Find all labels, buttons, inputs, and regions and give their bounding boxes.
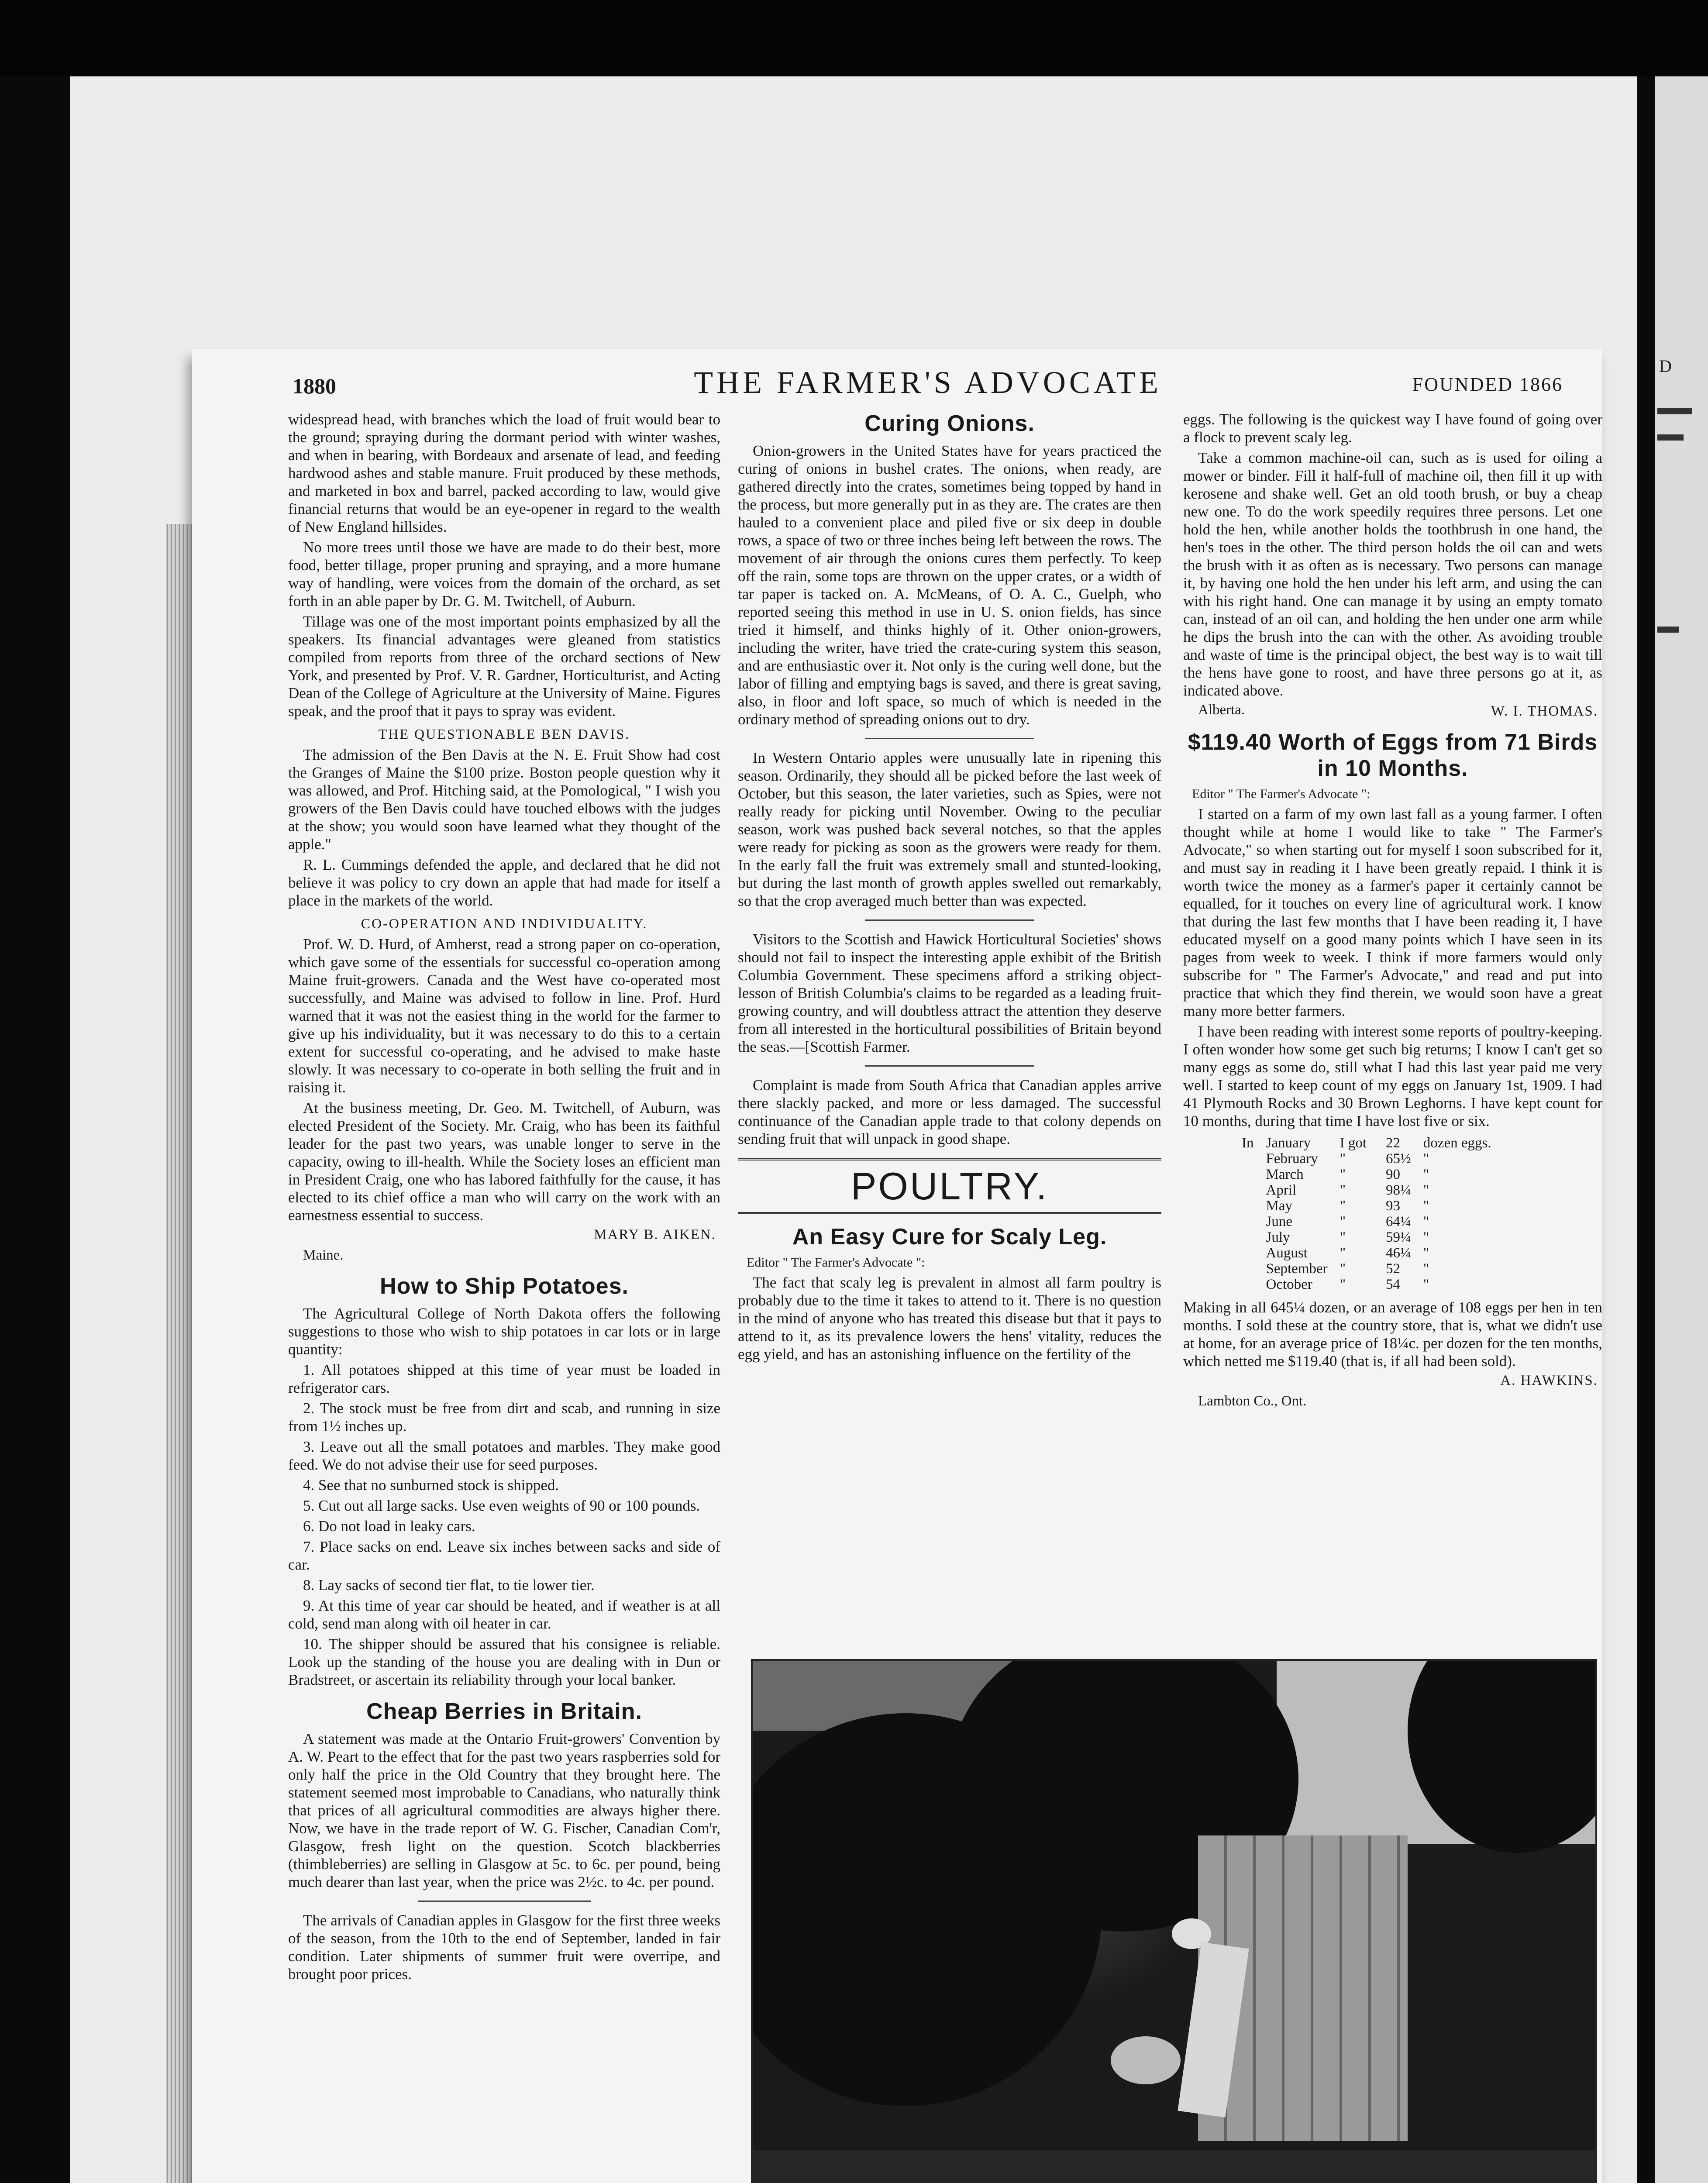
egg-prefix-cell — [1236, 1198, 1260, 1214]
paragraph: Making in all 645¼ dozen, or an average of 108 eggs per hen in ten months. I sold these at the country store, that is, what we didn't use at home, for an average price of 18¼c. per dozen for the ten months, which netted me $119.40 (that is, if all had been sold). — [1183, 1299, 1602, 1370]
adjacent-page-letter: D — [1659, 356, 1672, 376]
section-banner — [738, 1158, 1161, 1214]
egg-value-cell: 22 — [1386, 1135, 1401, 1151]
egg-unit-cell: " — [1423, 1167, 1429, 1182]
table-row — [1236, 1229, 1498, 1245]
list-item: 2. The stock must be free from dirt and scab, and running in size from 1½ inches up. — [288, 1400, 720, 1435]
table-row — [1236, 1198, 1498, 1214]
subheading: CO-OPERATION AND INDIVIDUALITY. — [361, 916, 648, 931]
photograph — [751, 1659, 1597, 2183]
table-row — [1236, 1214, 1498, 1229]
table-row — [1236, 1167, 1498, 1182]
paragraph: Tillage was one of the most important points emphasized by all the speakers. Its financial advantages were gleaned from statistics compiled from reports from three of the orchard sections of New York, and presented by Prof. V. R. Gardner, Horticulturist, and Acting Dean of the College of Agriculture at the University of Maine. Figures speak, and the proof that it pays to spray was evident. — [288, 613, 720, 720]
egg-mark-cell: " — [1340, 1277, 1346, 1292]
divider — [418, 1901, 591, 1902]
article-headline: How to Ship Potatoes. — [380, 1274, 629, 1299]
paragraph: The admission of the Ben Davis at the N. E. Fruit Show had cost the Granges of Maine the $100 prize. Boston people question why it was allowed, and Prof. Hitching said, at the Pomological, " I wish you growers of the Ben Davis could have touched elbows with the judges at the show; you would soon have learned what they thought of the apple." — [288, 746, 720, 853]
egg-prefix-cell — [1236, 1245, 1260, 1261]
list-item: 1. All potatoes shipped at this time of year must be loaded in refrigerator cars. — [288, 1361, 720, 1396]
signature: MARY B. AIKEN. — [594, 1227, 716, 1243]
paragraph: In Western Ontario apples were unusually late in ripening this season. Ordinarily, they should all be picked before the last week of October, but this season, the later varieties, such as Spies, were not really ready for picking until November. Owing to the peculiar season, work was pushed back several notches, so that the apples were ready for picking as soon as the growers were ready for them. In the early fall the fruit was extremely small and stunted-looking, but during the last month of growth apples swelled out remarkably, so that the crop averaged much better than was expected. — [738, 749, 1161, 909]
salutation: Editor " The Farmer's Advocate ": — [747, 1255, 925, 1270]
divider — [865, 1065, 1034, 1067]
egg-month-cell: August — [1266, 1245, 1308, 1261]
divider — [865, 738, 1034, 739]
egg-prefix-cell — [1236, 1261, 1260, 1277]
egg-unit-cell: " — [1423, 1229, 1429, 1245]
egg-mark-cell: " — [1340, 1229, 1346, 1245]
paragraph: I have been reading with interest some reports of poultry-keeping. I often wonder how some get such big returns; I know I can't get so many eggs as some do, still what I had this last year paid me very well. I started to keep count of my eggs on January 1st, 1909. I had 41 Plymouth Rocks and 30 Brown Leghorns. I have kept count for 10 months, during that time I have lost five or six. — [1183, 1023, 1602, 1129]
egg-month-cell: July — [1266, 1229, 1290, 1245]
egg-month-cell: April — [1266, 1182, 1297, 1198]
egg-value-cell: 64¼ — [1386, 1214, 1411, 1229]
article-headline: Curing Onions. — [864, 411, 1035, 436]
paragraph: Complaint is made from South Africa that Canadian apples arrive there slackly packed, and more or less damaged. The successful continuance of the Canadian apple trade to that colony depends on sending fruit that will unpack in good shape. — [738, 1077, 1161, 1147]
adjacent-text-mark — [1657, 627, 1679, 633]
egg-prefix-cell — [1236, 1167, 1260, 1182]
egg-value-cell: 65½ — [1386, 1151, 1411, 1167]
egg-unit-cell: " — [1423, 1277, 1429, 1292]
egg-prefix-cell: In — [1242, 1135, 1254, 1151]
table-row — [1236, 1277, 1498, 1292]
adjacent-page-strip — [1655, 76, 1708, 2183]
egg-prefix-cell — [1236, 1229, 1260, 1245]
dateline-place: Alberta. — [1198, 702, 1245, 718]
paragraph: Prof. W. D. Hurd, of Amherst, read a strong paper on co-operation, which gave some of the essentials for successful co-operation among Maine fruit-growers. Canada and the West have co-operated most successfully, and Maine was advised to follow in line. Prof. Hurd warned that it was not the easiest thing in the world for the farmer to give up his individuality, but it was necessary to do this to a certain extent for successful co-operating, and he advised to make haste slowly. It was necessary to co-operate in both selling the fruit and in raising it. — [288, 936, 720, 1096]
salutation: Editor " The Farmer's Advocate ": — [1192, 787, 1371, 801]
signature: A. HAWKINS. — [1500, 1373, 1598, 1388]
paragraph: Take a common machine-oil can, such as is used for oiling a mower or binder. Fill it half-full of machine oil, then fill it up with kerosene and shake well. Get an old tooth brush, or buy a cheap new one. To do the work speedily requires three persons. Let one hold the hen, while another holds the toothbrush in one hand, the hen's toes in the other. The third person holds the oil can and wets the brush with it as often as is necessary. Two persons can manage it, by having one hold the hen under his left arm, and using the can with his right hand. One can manage it by using an empty tomato can, instead of an oil can, and holding the hen under one arm while he dips the brush into the can with the other. As avoiding trouble and waste of time is the principal object, the best way is to wait till the hens have gone to roost, and have three persons go at it, as indicated above. — [1183, 449, 1602, 699]
list-item: 8. Lay sacks of second tier flat, to tie lower tier. — [303, 1577, 595, 1594]
egg-unit-cell: " — [1423, 1261, 1429, 1277]
list-item: 10. The shipper should be assured that his consignee is reliable. Look up the standing of the house you are dealing with in Dun or Bradstreet, or ascertain its reliability through your local banker. — [288, 1636, 720, 1688]
egg-unit-cell: " — [1423, 1151, 1429, 1167]
egg-value-cell: 59¼ — [1386, 1229, 1411, 1245]
egg-unit-cell: " — [1423, 1214, 1429, 1229]
film-top-border — [0, 0, 1708, 76]
egg-mark-cell: " — [1340, 1245, 1346, 1261]
paragraph: eggs. The following is the quickest way I have found of going over a flock to prevent scaly leg. — [1183, 411, 1602, 446]
paragraph: The fact that scaly leg is prevalent in almost all farm poultry is probably due to the time it takes to attend to it. There is no question in the mind of anyone who has treated this disease but that it pays to attend to it, as its prevalence lowers the hens' vitality, reduces the egg yield, and has an astonishing influence on the fertility of the — [738, 1274, 1161, 1363]
column-1 — [288, 410, 720, 2183]
egg-value-cell: 98¼ — [1386, 1182, 1411, 1198]
photo-hen — [1111, 2036, 1181, 2084]
adjacent-text-mark — [1657, 434, 1684, 441]
egg-month-cell: September — [1266, 1261, 1328, 1277]
egg-prefix-cell — [1236, 1151, 1260, 1167]
subheading: THE QUESTIONABLE BEN DAVIS. — [378, 726, 630, 742]
egg-mark-cell: I got — [1340, 1135, 1367, 1151]
egg-mark-cell: " — [1340, 1151, 1346, 1167]
egg-unit-cell: " — [1423, 1198, 1429, 1214]
egg-unit-cell: dozen eggs. — [1423, 1135, 1491, 1151]
paragraph: Visitors to the Scottish and Hawick Horticultural Societies' shows should not fail to inspect the interesting apple exhibit of the British Columbia Government. These specimens afford a striking object-lesson of British Columbia's claims to be regarded as a leading fruit-growing country, and will doubtless attract the attention they deserve from all interested in the horticultural possibilities of Britain beyond the seas.—[Scottish Farmer. — [738, 931, 1161, 1055]
egg-value-cell: 93 — [1386, 1198, 1401, 1214]
page-number: 1880 — [293, 374, 336, 398]
egg-mark-cell: " — [1340, 1198, 1346, 1214]
egg-value-cell: 90 — [1386, 1167, 1401, 1182]
masthead-title: THE FARMER'S ADVOCATE — [694, 365, 1162, 400]
paragraph: A statement was made at the Ontario Fruit-growers' Convention by A. W. Peart to the effect that for the past two years raspberries sold for only half the price in the Old Country that they brought here. The statement seemed most improbable to Canadians, who naturally think that prices of all agricultural commodities are always higher there. Now, we have in the trade report of W. G. Fischer, Canadian Com'r, Glasgow, fresh light on the question. Scotch blackberries (thimbleberries) are selling in Glasgow at 5c. to 6c. per pound, being much dearer than last year, when the price was 2½c. to 4c. per pound. — [288, 1730, 720, 1890]
founded-line: FOUNDED 1866 — [1412, 374, 1563, 395]
dateline-place: Lambton Co., Ont. — [1198, 1393, 1307, 1409]
table-row — [1236, 1261, 1498, 1277]
article-headline: $119.40 Worth of Eggs from 71 Birds in 10 Months. — [1188, 730, 1598, 781]
dateline-place: Maine. — [303, 1247, 344, 1263]
list-item: 6. Do not load in leaky cars. — [303, 1518, 475, 1535]
egg-unit-cell: " — [1423, 1182, 1429, 1198]
list-item: 7. Place sacks on end. Leave six inches between sacks and side of car. — [288, 1538, 720, 1573]
paragraph: The arrivals of Canadian apples in Glasgow for the first three weeks of the season, from the 10th to the end of September, landed in fair condition. Later shipments of summer fruit were overripe, and brought poor prices. — [288, 1912, 720, 1983]
list-item: 9. At this time of year car should be heated, and if weather is at all cold, send man along with oil heater in car. — [288, 1597, 720, 1632]
list-item: 3. Leave out all the small potatoes and marbles. They make good feed. We do not advise their use for seed purposes. — [288, 1438, 720, 1473]
egg-month-cell: October — [1266, 1277, 1312, 1292]
photo-ground — [753, 2150, 1595, 2183]
article-headline: An Easy Cure for Scaly Leg. — [792, 1224, 1107, 1250]
paragraph: R. L. Cummings defended the apple, and declared that he did not believe it was policy to cry down an apple that had made for itself a place in the markets of the world. — [288, 856, 720, 909]
signature: W. I. THOMAS. — [1491, 703, 1598, 719]
paragraph: At the business meeting, Dr. Geo. M. Twitchell, of Auburn, was elected President of the Society. Mr. Craig, who has been its faithful leader for the past two years, was unable longer to serve in the capacity, owing to ill-health. While the Society loses an efficient man in President Craig, one who has labored faithfully for the cause, it has elected to its chief office a man who will carry on the work with an earnestness essential to success. — [288, 1099, 720, 1224]
list-item: 5. Cut out all large sacks. Use even weights of 90 or 100 pounds. — [303, 1497, 700, 1514]
table-row — [1236, 1182, 1498, 1198]
egg-count-table — [1236, 1135, 1498, 1292]
egg-mark-cell: " — [1340, 1214, 1346, 1229]
egg-month-cell: June — [1266, 1214, 1292, 1229]
newspaper-page — [192, 349, 1602, 2183]
egg-month-cell: February — [1266, 1151, 1318, 1167]
egg-month-cell: March — [1266, 1167, 1304, 1182]
table-row — [1236, 1135, 1498, 1151]
paragraph: No more trees until those we have are made to do their best, more food, better tillage, proper pruning and spraying, and a more humane way of handling, were voices from the domain of the orchard, as set forth in an able paper by Dr. G. M. Twitchell, of Auburn. — [288, 539, 720, 609]
egg-unit-cell: " — [1423, 1245, 1429, 1261]
egg-mark-cell: " — [1340, 1167, 1346, 1182]
table-row — [1236, 1245, 1498, 1261]
running-head — [293, 365, 1563, 404]
egg-value-cell: 54 — [1386, 1277, 1401, 1292]
paragraph: I started on a farm of my own last fall as a young farmer. I often thought while at home I would like to take " The Farmer's Advocate," so when starting out for myself I soon subscribed for it, and must say in reading it I have been greatly repaid. I think it is worth twice the money as a farmer's paper it certainly cannot be equalled, for it touches on every line of agricultural work. I know that during the last few months that I have been reading it, I have educated myself on a good many points which I have seen in its pages from week to week. I think if more farmers would only subscribe for " The Farmer's Advocate," and read and put into practice that which they find therein, we would soon have a great many more better farmers. — [1183, 806, 1602, 1019]
paragraph: The Agricultural College of North Dakota offers the following suggestions to those who wish to ship potatoes in car lots or in large quantity: — [288, 1305, 720, 1358]
egg-mark-cell: " — [1340, 1261, 1346, 1277]
list-item: 4. See that no sunburned stock is shipped. — [303, 1477, 559, 1494]
section-title: POULTRY. — [851, 1164, 1049, 1208]
egg-prefix-cell — [1236, 1182, 1260, 1198]
egg-mark-cell: " — [1340, 1182, 1346, 1198]
egg-month-cell: January — [1266, 1135, 1311, 1151]
egg-prefix-cell — [1236, 1277, 1260, 1292]
article-headline: Cheap Berries in Britain. — [366, 1699, 642, 1724]
egg-month-cell: May — [1266, 1198, 1292, 1214]
table-row — [1236, 1151, 1498, 1167]
paragraph: widespread head, with branches which the load of fruit would bear to the ground; spraying during the dormant period with winter washes, and when in bearing, with Bordeaux and arsenate of lead, and feeding hardwood ashes and stable manure. Fruit produced by these methods, and marketed in box and barrel, packed according to law, would give financial returns that would be an eye-opener in regard to the wealth of New England hillsides. — [288, 411, 720, 535]
egg-value-cell: 46¼ — [1386, 1245, 1411, 1261]
adjacent-text-mark — [1657, 408, 1692, 414]
paragraph: Onion-growers in the United States have for years practiced the curing of onions in bushel crates. The onions, when ready, are gathered directly into the crates, sometimes being topped by hand in the process, but more generally put in as they are. The crates are then hauled to a convenient place and piled five or six deep in double rows, a space of two or three inches being left between the rows. The movement of air through the onions cures them perfectly. To keep off the rain, some tops are thrown on the upper crates, or a width of tar paper is tacked on. A. McMeans, of O. A. C., Guelph, who reported seeing this method in use in U. S. onion fields, has since tried it himself, and thinks highly of it. Other onion-growers, including the writer, have tried the crate-curing system this season, and are enthusiastic over it. Not only is the curing well done, but the labor of filling and emptying bags is saved, and there is great saving, also, in floor and loft space, so much of which is needed in the ordinary method of spreading onions out to dry. — [738, 442, 1161, 728]
divider — [865, 919, 1034, 921]
egg-prefix-cell — [1236, 1214, 1260, 1229]
egg-value-cell: 52 — [1386, 1261, 1401, 1277]
